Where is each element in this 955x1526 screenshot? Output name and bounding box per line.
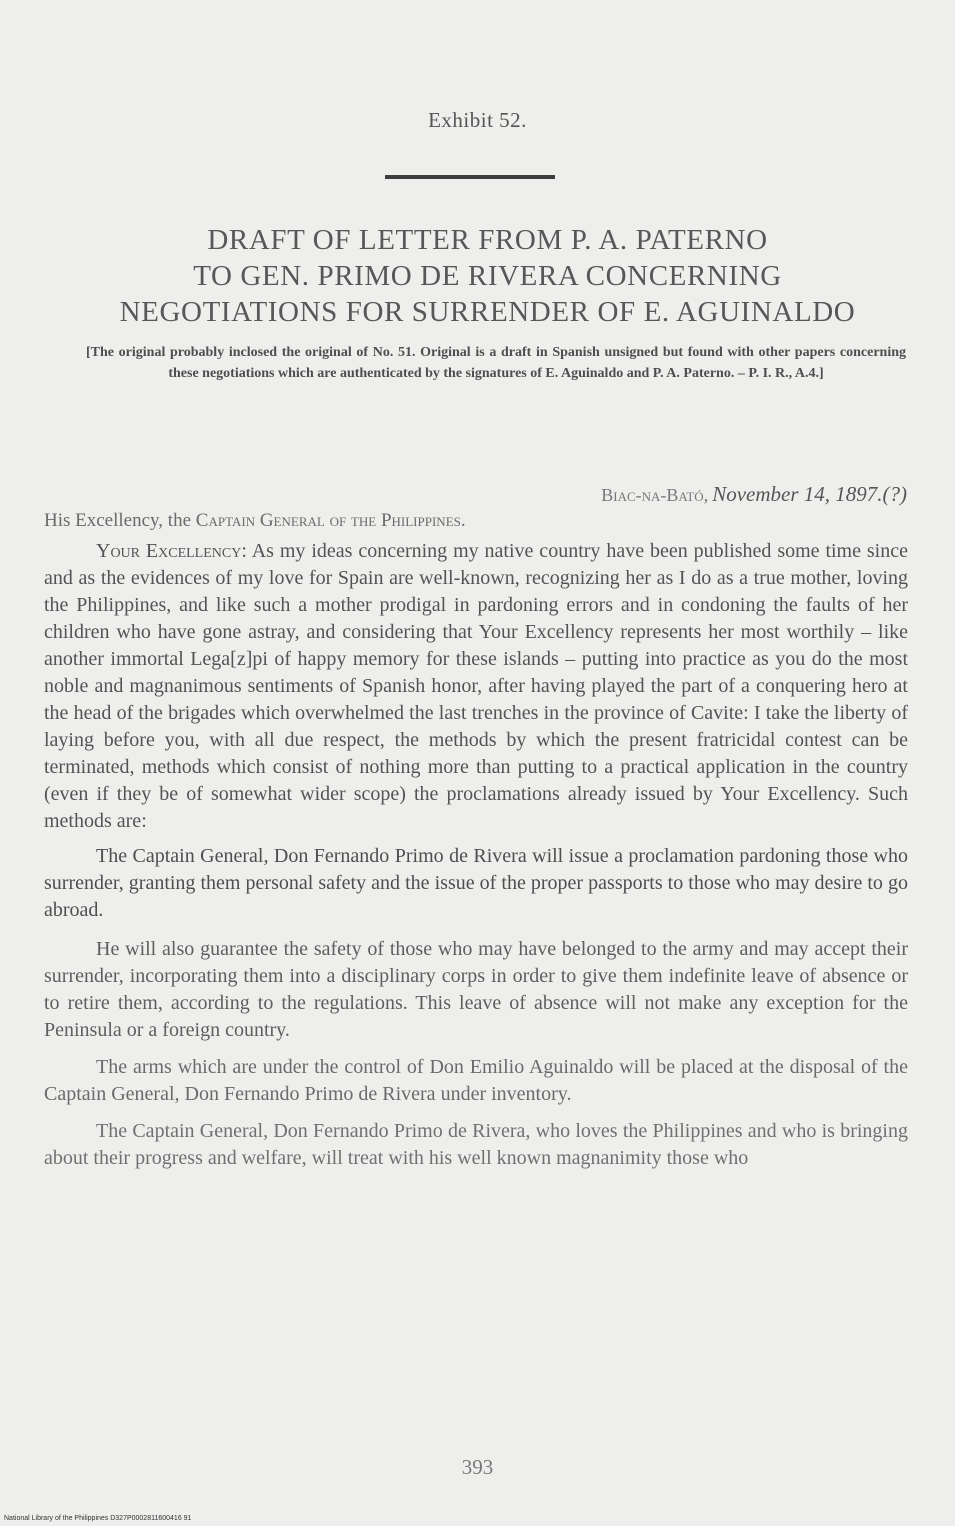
editor-note <box>86 342 906 384</box>
heading-rule <box>385 175 555 179</box>
title-line: DRAFT OF LETTER FROM P. A. PATERNO <box>207 224 768 256</box>
letter-date: November 14, 1897.(?) <box>712 482 907 506</box>
letter-paragraph: He will also guarantee the safety of those who may have belonged to the army and may accept their surrender, incorporating them into a disciplinary corps in order to give them indefinite leave of absence or to retire them, according to the regulations. This leave of absence will not make any exception for the Peninsula or a foreign country. <box>44 938 908 1041</box>
letter-dateline <box>601 482 907 507</box>
letter-paragraph <box>44 538 908 835</box>
letter-place: Biac-na-Bató, <box>601 485 709 505</box>
page-number: 393 <box>461 1455 494 1479</box>
letter-paragraph: The arms which are under the control of Don Emilio Aguinaldo will be placed at the disposal of the Captain General, Don Fernando Primo de Rivera under inventory. <box>44 1056 908 1105</box>
title-line: TO GEN. PRIMO DE RIVERA CONCERNING <box>193 260 782 292</box>
letter-body <box>44 538 908 1172</box>
letter-paragraph: The Captain General, Don Fernando Primo de Rivera will issue a proclamation pardoning those who surrender, granting them personal safety and the issue of the proper passports to those who may desire to go abroad. <box>44 845 908 921</box>
opening-address: Your Excellency: <box>96 540 247 562</box>
letter-paragraph: The Captain General, Don Fernando Primo de Rivera, who loves the Philippines and who is bringing about their progress and welfare, will treat with his well known magnanimity those who <box>44 1120 908 1169</box>
salutation-prefix: His Excellency, the <box>44 510 192 531</box>
salutation-title: Captain General of the Philippines. <box>195 510 466 531</box>
scan-credit-line: National Library of the Philippines D327P0002811600416 91 <box>4 1515 192 1522</box>
document-title <box>40 222 935 330</box>
exhibit-heading: Exhibit 52. <box>428 108 527 132</box>
title-line: NEGOTIATIONS FOR SURRENDER OF E. AGUINALDO <box>119 296 856 328</box>
letter-salutation <box>44 510 914 532</box>
paragraph-text: As my ideas concerning my native country have been published some time since and as the evidences of my love for Spain are well-known, recognizing her as I do as a true mother, loving the Philippines, and like such a mother prodigal in pardoning errors and in condoning the faults of her children who have gone astray, and considering that Your Excellency represents her most worthily – like another immortal Lega[z]pi of happy memory for these islands – putting into practice as you do the most noble and magnanimous sentiments of Spanish honor, after having played the part of a conquering hero at the head of the brigades which overwhelmed the last trenches in the province of Cavite: I take the liberty of laying before you, with all due respect, the methods by which the present fratricidal contest can be terminated, methods which consist of nothing more than putting to a practical application in the country (even if they be of somewhat wider scope) the proclamations already issued by Your Excellency. Such methods are: <box>44 540 908 832</box>
editor-note-text: [The original probably inclosed the original of No. 51. Original is a draft in Spanish unsigned but found with other papers concerning these negotiations which are authenticated by the signatures of E. Aguinaldo and P. A. Paterno. – P. I. R., A.4.] <box>86 345 906 381</box>
